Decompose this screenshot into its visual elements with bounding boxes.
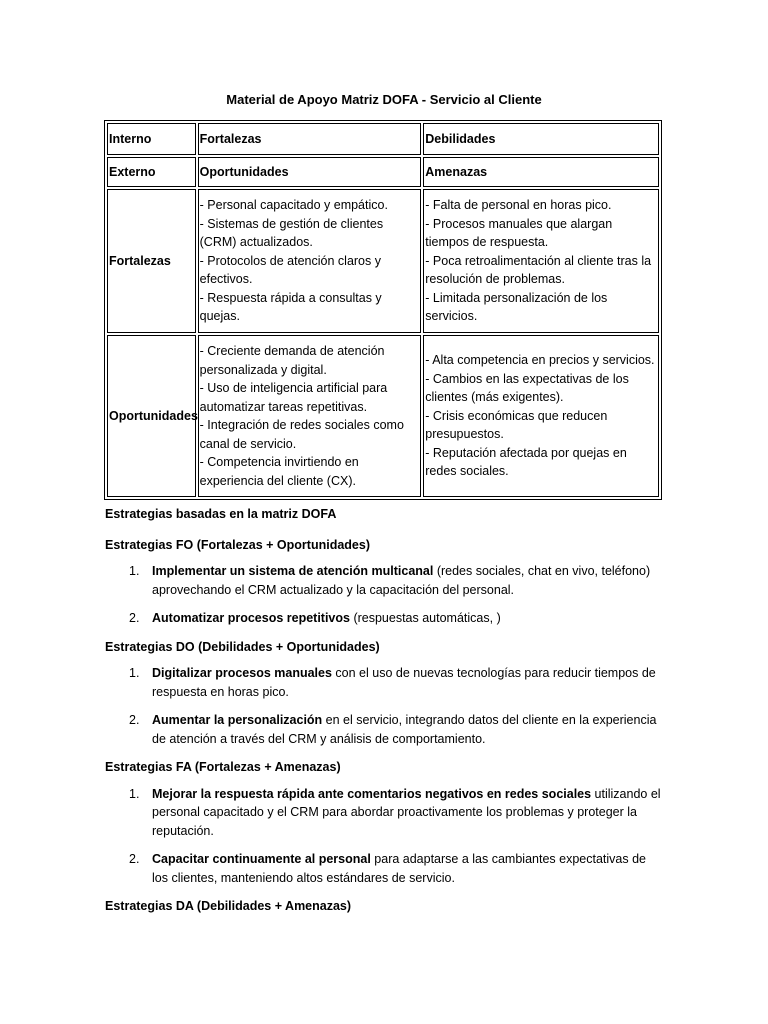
list-item (105, 664, 665, 701)
list-item-text: para adaptarse a las cambiantes expectativas de los clientes, manteniendo altos estándares de servicio. (152, 852, 646, 885)
fa-heading: Estrategias FA (Fortalezas + Amenazas) (105, 760, 341, 774)
list-item-number: 1. (129, 666, 140, 680)
list-item-text: (respuestas automáticas, ) (349, 611, 501, 625)
cell-line: - Poca retroalimentación al cliente tras la (425, 253, 652, 268)
cell-line: - Sistemas de gestión de clientes (199, 216, 384, 231)
cell-line: presupuestos. (425, 427, 504, 442)
list-item-text: (redes sociales, chat en vivo, teléfono) aprovechando el CRM actualizado y la capacitación del personal. (152, 564, 651, 597)
list-item-bold-text: Automatizar procesos repetitivos (152, 611, 350, 625)
cell-line: - Alta competencia en precios y servicios. (425, 353, 655, 368)
matrix-row-fortalezas (107, 189, 659, 333)
cell-line: experiencia del cliente (CX). (199, 473, 356, 488)
cell-line: automatizar tareas repetitivas. (199, 399, 368, 414)
cell-line: - Limitada personalización de los (425, 290, 608, 305)
cell-line: - Creciente demanda de atención (199, 344, 385, 358)
list-item-number: 2. (129, 611, 140, 625)
list-item-number: 1. (129, 786, 140, 801)
cell-oportunidades-list (198, 335, 422, 497)
do-heading: Estrategias DO (Debilidades + Oportunidades) (105, 639, 380, 654)
cell-fortalezas-header: Fortalezas (198, 123, 422, 155)
cell-fortalezas-label: Fortalezas (107, 189, 196, 333)
dofa-matrix-table (104, 120, 662, 500)
list-item-number: 2. (129, 713, 140, 727)
cell-oportunidades-label: Oportunidades (107, 335, 196, 497)
list-item-number: 1. (129, 564, 140, 578)
cell-line: efectivos. (199, 272, 253, 287)
strategies-section (105, 505, 665, 916)
cell-line: canal de servicio. (199, 436, 297, 451)
cell-oportunidades-header: Oportunidades (198, 157, 422, 187)
cell-line: personalizada y digital. (199, 362, 327, 377)
fa-list (105, 785, 665, 888)
matrix-row-externo (107, 157, 659, 187)
list-item-text: en el servicio, integrando datos del cliente en la experiencia de atención a través del CRM y análisis de comportamiento. (152, 713, 657, 746)
da-heading: Estrategias DA (Debilidades + Amenazas) (105, 899, 352, 913)
strategies-heading: Estrategias basadas en la matriz DOFA (105, 507, 337, 521)
cell-line: - Respuesta rápida a consultas y (199, 290, 382, 305)
cell-line: redes sociales. (425, 464, 509, 479)
list-item-text: con el uso de nuevas tecnologías para reducir tiempos de respuesta en horas pico. (152, 666, 656, 699)
cell-line: - Integración de redes sociales como (199, 418, 404, 432)
cell-line: (CRM) actualizados. (199, 235, 313, 250)
list-item-bold-text: Aumentar la personalización (152, 713, 323, 727)
list-item (105, 562, 665, 599)
document-title: Material de Apoyo Matriz DOFA - Servicio al Cliente (226, 92, 542, 107)
cell-line: - Cambios en las expectativas de los (425, 371, 629, 386)
cell-line: - Personal capacitado y empático. (199, 198, 388, 213)
list-item-bold-text: Mejorar la respuesta rápida ante comentarios negativos en redes sociales (152, 786, 592, 801)
list-item-bold-text: Capacitar continuamente al personal (152, 852, 371, 866)
do-list (105, 664, 665, 748)
cell-fortalezas-list (198, 189, 422, 333)
cell-line: - Crisis económicas que reducen (425, 408, 608, 423)
cell-debilidades-list (423, 189, 659, 333)
cell-line: - Procesos manuales que alargan (425, 216, 613, 231)
matrix-row-oportunidades (107, 335, 659, 497)
cell-externo: Externo (107, 157, 196, 187)
cell-line: quejas. (199, 309, 240, 324)
fo-heading: Estrategias FO (Fortalezas + Oportunidades) (105, 537, 370, 552)
list-item (105, 711, 665, 748)
cell-amenazas-header: Amenazas (423, 157, 659, 187)
list-item (105, 609, 665, 628)
cell-line: - Protocolos de atención claros y (199, 253, 381, 268)
cell-amenazas-list (423, 335, 659, 497)
cell-line: - Falta de personal en horas pico. (425, 198, 612, 213)
list-item-bold-text: Digitalizar procesos manuales (152, 666, 332, 680)
cell-line: tiempos de respuesta. (425, 235, 549, 250)
list-item (105, 785, 665, 841)
list-item (105, 850, 665, 887)
cell-line: servicios. (425, 309, 478, 324)
list-item-number: 2. (129, 852, 140, 866)
cell-line: resolución de problemas. (425, 272, 565, 287)
cell-debilidades-header: Debilidades (423, 123, 659, 155)
cell-line: clientes (más exigentes). (425, 390, 564, 405)
cell-line: - Competencia invirtiendo en (199, 455, 359, 469)
fo-list (105, 562, 665, 628)
cell-interno: Interno (107, 123, 196, 155)
cell-line: - Reputación afectada por quejas en (425, 445, 627, 460)
cell-line: - Uso de inteligencia artificial para (199, 381, 388, 395)
matrix-row-interno (107, 123, 659, 155)
list-item-bold-text: Implementar un sistema de atención multicanal (152, 564, 434, 578)
list-item-text: utilizando el personal capacitado y el CRM para abordar proactivamente los problemas y proteger la reputación. (152, 786, 661, 838)
